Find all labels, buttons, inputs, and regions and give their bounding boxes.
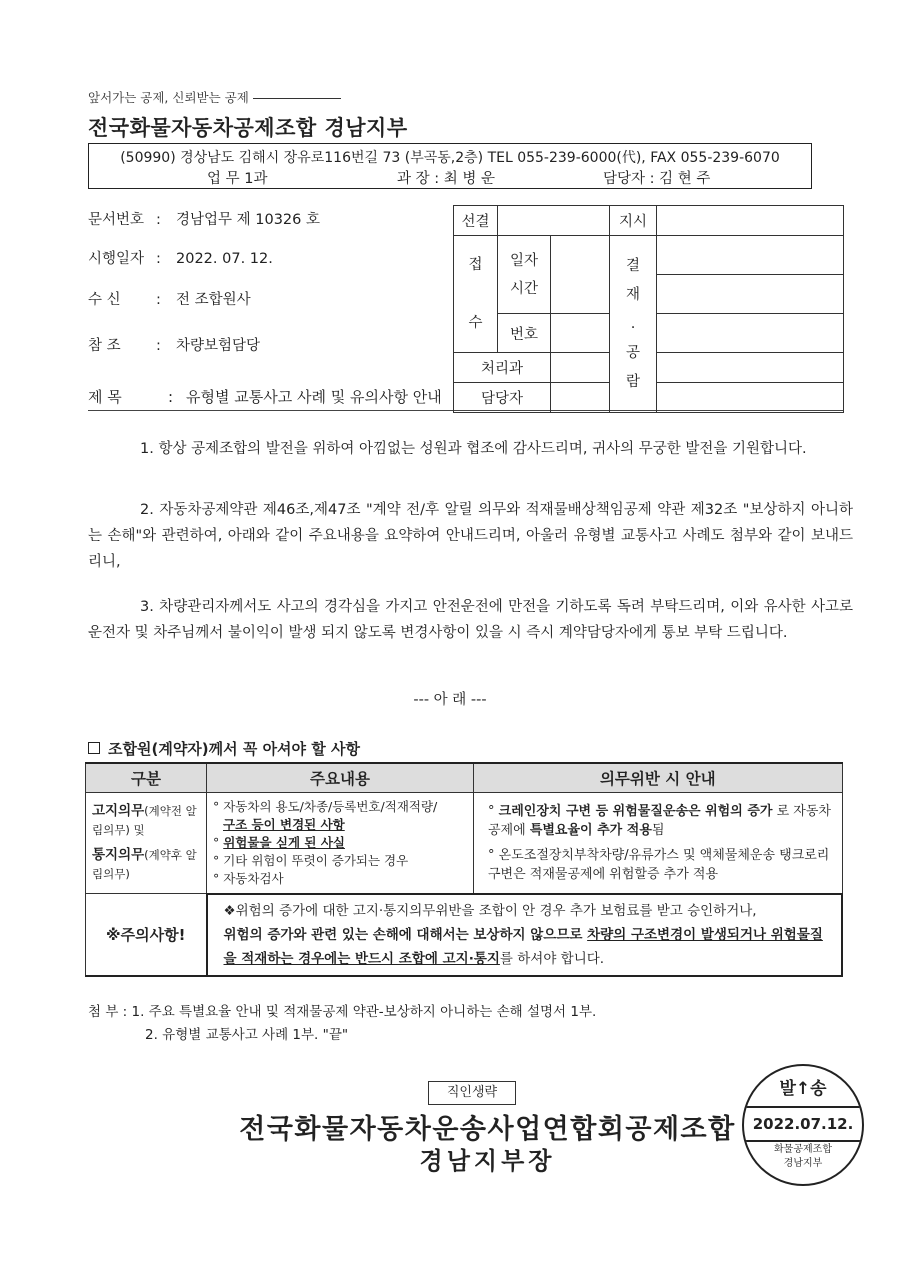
org-title: 전국화물자동차공제조합 경남지부 xyxy=(88,116,408,140)
date-row: 시행일자 : 2022. 07. 12. xyxy=(88,251,273,267)
approval-table xyxy=(453,205,844,413)
subject-row: 제 목 : 유형별 교통사고 사례 및 유의사항 안내 xyxy=(88,388,442,406)
paragraph-1: 1. 항상 공제조합의 발전을 위하여 아낌없는 성원과 협조에 감사드리며, 귀사의 무궁한 발전을 기원합니다. xyxy=(140,441,807,457)
ilja-sigan-cell: 일자 시간 xyxy=(498,236,551,314)
dispatch-stamp: 발↑송 2022.07.12. 화물공제조합 경남지부 xyxy=(742,1064,864,1186)
seongyeol-cell: 선결 xyxy=(454,206,498,236)
col-content: 주요내용 xyxy=(207,763,474,793)
staff-text: 담당자 : 김 현 주 xyxy=(603,171,711,187)
manager-text: 과 장 : 최 병 운 xyxy=(397,171,495,187)
seal-omitted-label: 직인생략 xyxy=(428,1081,516,1105)
paragraph-2: 2. 자동차공제약관 제46조,제47조 "계약 전/후 알릴 의무와 적재물배상책임공제 약관 제32조 "보상하지 아니하는 손해"와 관련하여, 아래와 같이 주요내용을 요약하여 안내드리며, 아울러 유형별 교통사고 사례도 첨부와 같이 보내드리니, xyxy=(88,502,853,570)
damdangja-cell: 담당자 xyxy=(454,383,551,413)
paragraph-3: 3. 차량관리자께서도 사고의 경각심을 가지고 안전운전에 만전을 기하도록 독려 부탁드리며, 이와 유사한 사고로 운전자 및 차주님께서 불이익이 발생 되지 않도록 변경사항이 있을 시 즉시 계약담당자에게 통보 부탁 드립니다. xyxy=(88,599,853,641)
jeopsu-cell: 접 수 xyxy=(454,236,498,353)
section-title: 조합원(계약자)께서 꼭 아셔야 할 사항 xyxy=(88,738,360,759)
category-cell: 고지의무(계약전 알림의무) 및 통지의무(계약후 알림의무) xyxy=(86,793,207,894)
checkbox-icon xyxy=(88,742,100,754)
guide-cell: ° 크레인장치 구변 등 위험물질운송은 위험의 증가 로 자동차공제에 특별요율이 추가 적용됨 ° 온도조절장치부착차량/유류가스 및 액체물체운송 탱크로리 구변은 적재물공제에 위험할증 추가 적용 xyxy=(474,793,843,894)
col-gubun: 구분 xyxy=(86,763,207,793)
address-box xyxy=(88,143,812,189)
attachment-2: 2. 유형별 교통사고 사례 1부. "끝" xyxy=(145,1027,349,1043)
caution-text: ❖위험의 증가에 대한 고지·통지의무위반을 조합이 안 경우 추가 보험료를 받고 승인하거나, 위험의 증가와 관련 있는 손해에 대해서는 보상하지 않으므로 차량의 구조변경이 발생되거나 위험물질을 적재하는 경우에는 반드시 조합에 고지·통지를 하셔야 합니다. xyxy=(207,894,843,976)
dept-text: 업 무 1과 xyxy=(207,171,268,187)
content-cell: ° 자동차의 용도/차종/등록번호/적재적량/ 구조 등이 변경된 사항 ° 위험물을 싣게 된 사실 ° 기타 위험이 뚜렷이 증가되는 경우 ° 자동차검사 xyxy=(207,793,474,894)
signature-title: 경남지부장 xyxy=(419,1147,556,1175)
info-table xyxy=(85,762,843,977)
recipient-row: 수 신 : 전 조합원사 xyxy=(88,292,251,308)
caution-label: ※주의사항! xyxy=(86,894,207,976)
attachment-1: 첨 부 : 1. 주요 특별요율 안내 및 적재물공제 약관-보상하지 아니하는 손해 설명서 1부. xyxy=(88,1004,597,1020)
reference-row: 참 조 : 차량보험담당 xyxy=(88,338,261,354)
slogan: 앞서가는 공제, 신뢰받는 공제 xyxy=(88,88,341,106)
cheorigwa-cell: 처리과 xyxy=(454,353,551,383)
below-marker: --- 아 래 --- xyxy=(413,692,487,708)
col-guide: 의무위반 시 안내 xyxy=(474,763,843,793)
address-text: (50990) 경상남도 김해시 장유로116번길 73 (부곡동,2층) TEL 055-239-6000(代), FAX 055-239-6070 xyxy=(120,150,780,166)
jisi-cell: 지시 xyxy=(610,206,657,236)
doc-number-row: 문서번호 : 경남업무 제 10326 호 xyxy=(88,212,320,228)
gyeoljae-gongram-cell: 결 재 . 공 람 xyxy=(610,236,657,413)
signature-org: 전국화물자동차운송사업연합회공제조합 xyxy=(239,1114,736,1145)
beonho-cell: 번호 xyxy=(498,314,551,353)
